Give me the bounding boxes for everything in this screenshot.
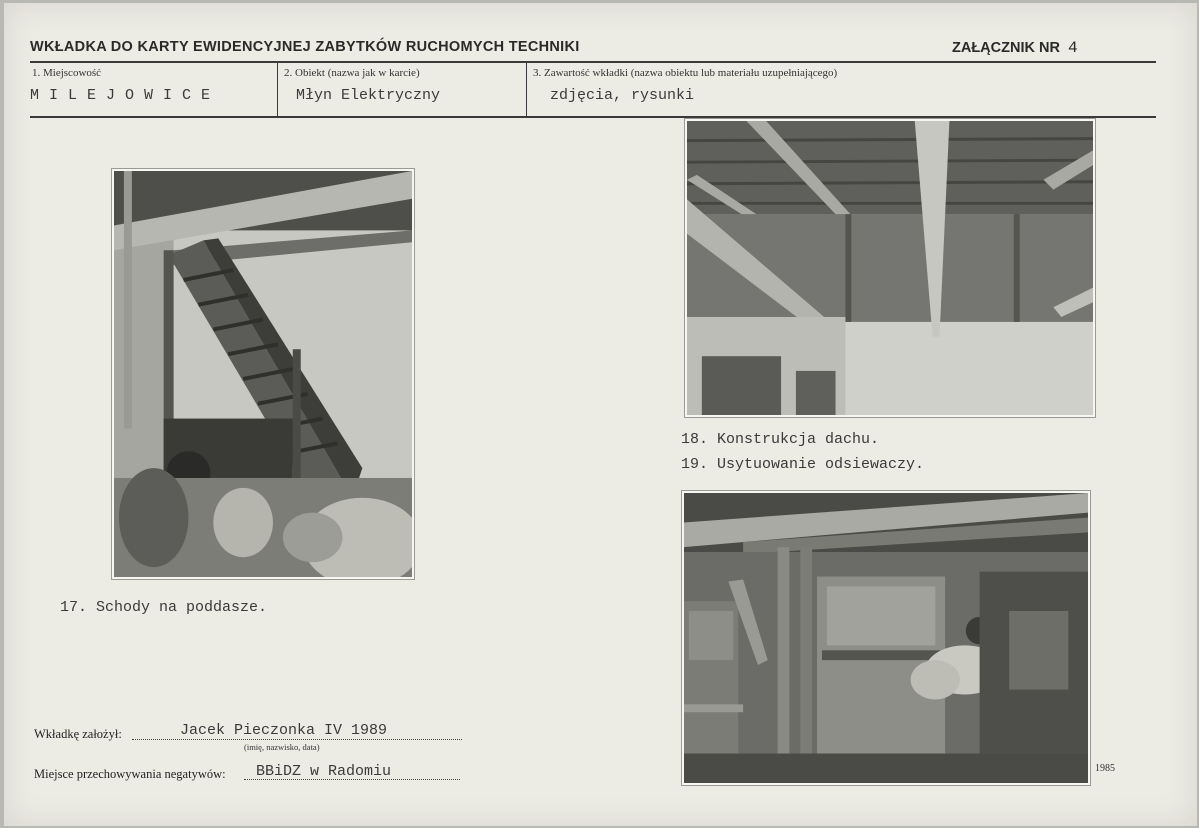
annex-number [952, 39, 1078, 57]
photo-caption-19: 19. Usytuowanie odsiewaczy. [681, 456, 925, 473]
photo-caption-18: 18. Konstrukcja dachu. [681, 431, 880, 448]
field-divider [277, 63, 278, 117]
photo-sieving-machines [682, 491, 1090, 785]
annex-label: ZAŁĄCZNIK NR [952, 40, 1060, 56]
form-title: WKŁADKA DO KARTY EWIDENCYJNEJ ZABYTKÓW RUCHOMYCH TECHNIKI [30, 39, 580, 55]
field-value-contents: zdjęcia, rysunki [550, 87, 695, 104]
print-year: 1985 [1095, 763, 1115, 774]
photo-stairs [112, 169, 414, 579]
field-divider [526, 63, 527, 117]
document-sheet [4, 3, 1197, 826]
annex-number-value: 4 [1067, 39, 1078, 57]
photo-roof-construction [685, 119, 1095, 417]
field-value-object: Młyn Elektryczny [296, 87, 441, 104]
field-value-locality: MILEJOWICE [30, 87, 221, 104]
field-label-object: 2. Obiekt (nazwa jak w karcie) [284, 67, 420, 79]
fields-rule [30, 116, 1156, 118]
photo-caption-17: 17. Schody na poddasze. [60, 599, 268, 616]
author-label: Wkładkę założył: [34, 727, 122, 741]
storage-label: Miejsce przechowywania negatywów: [34, 767, 226, 781]
field-label-locality: 1. Miejscowość [32, 67, 102, 79]
author-value: Jacek Pieczonka IV 1989 [180, 722, 388, 739]
author-hint: (imię, nazwisko, data) [244, 742, 320, 752]
storage-value: BBiDZ w Radomiu [256, 763, 392, 780]
header-rule [30, 61, 1156, 63]
field-label-contents: 3. Zawartość wkładki (nazwa obiektu lub materiału uzupełniającego) [533, 67, 838, 79]
